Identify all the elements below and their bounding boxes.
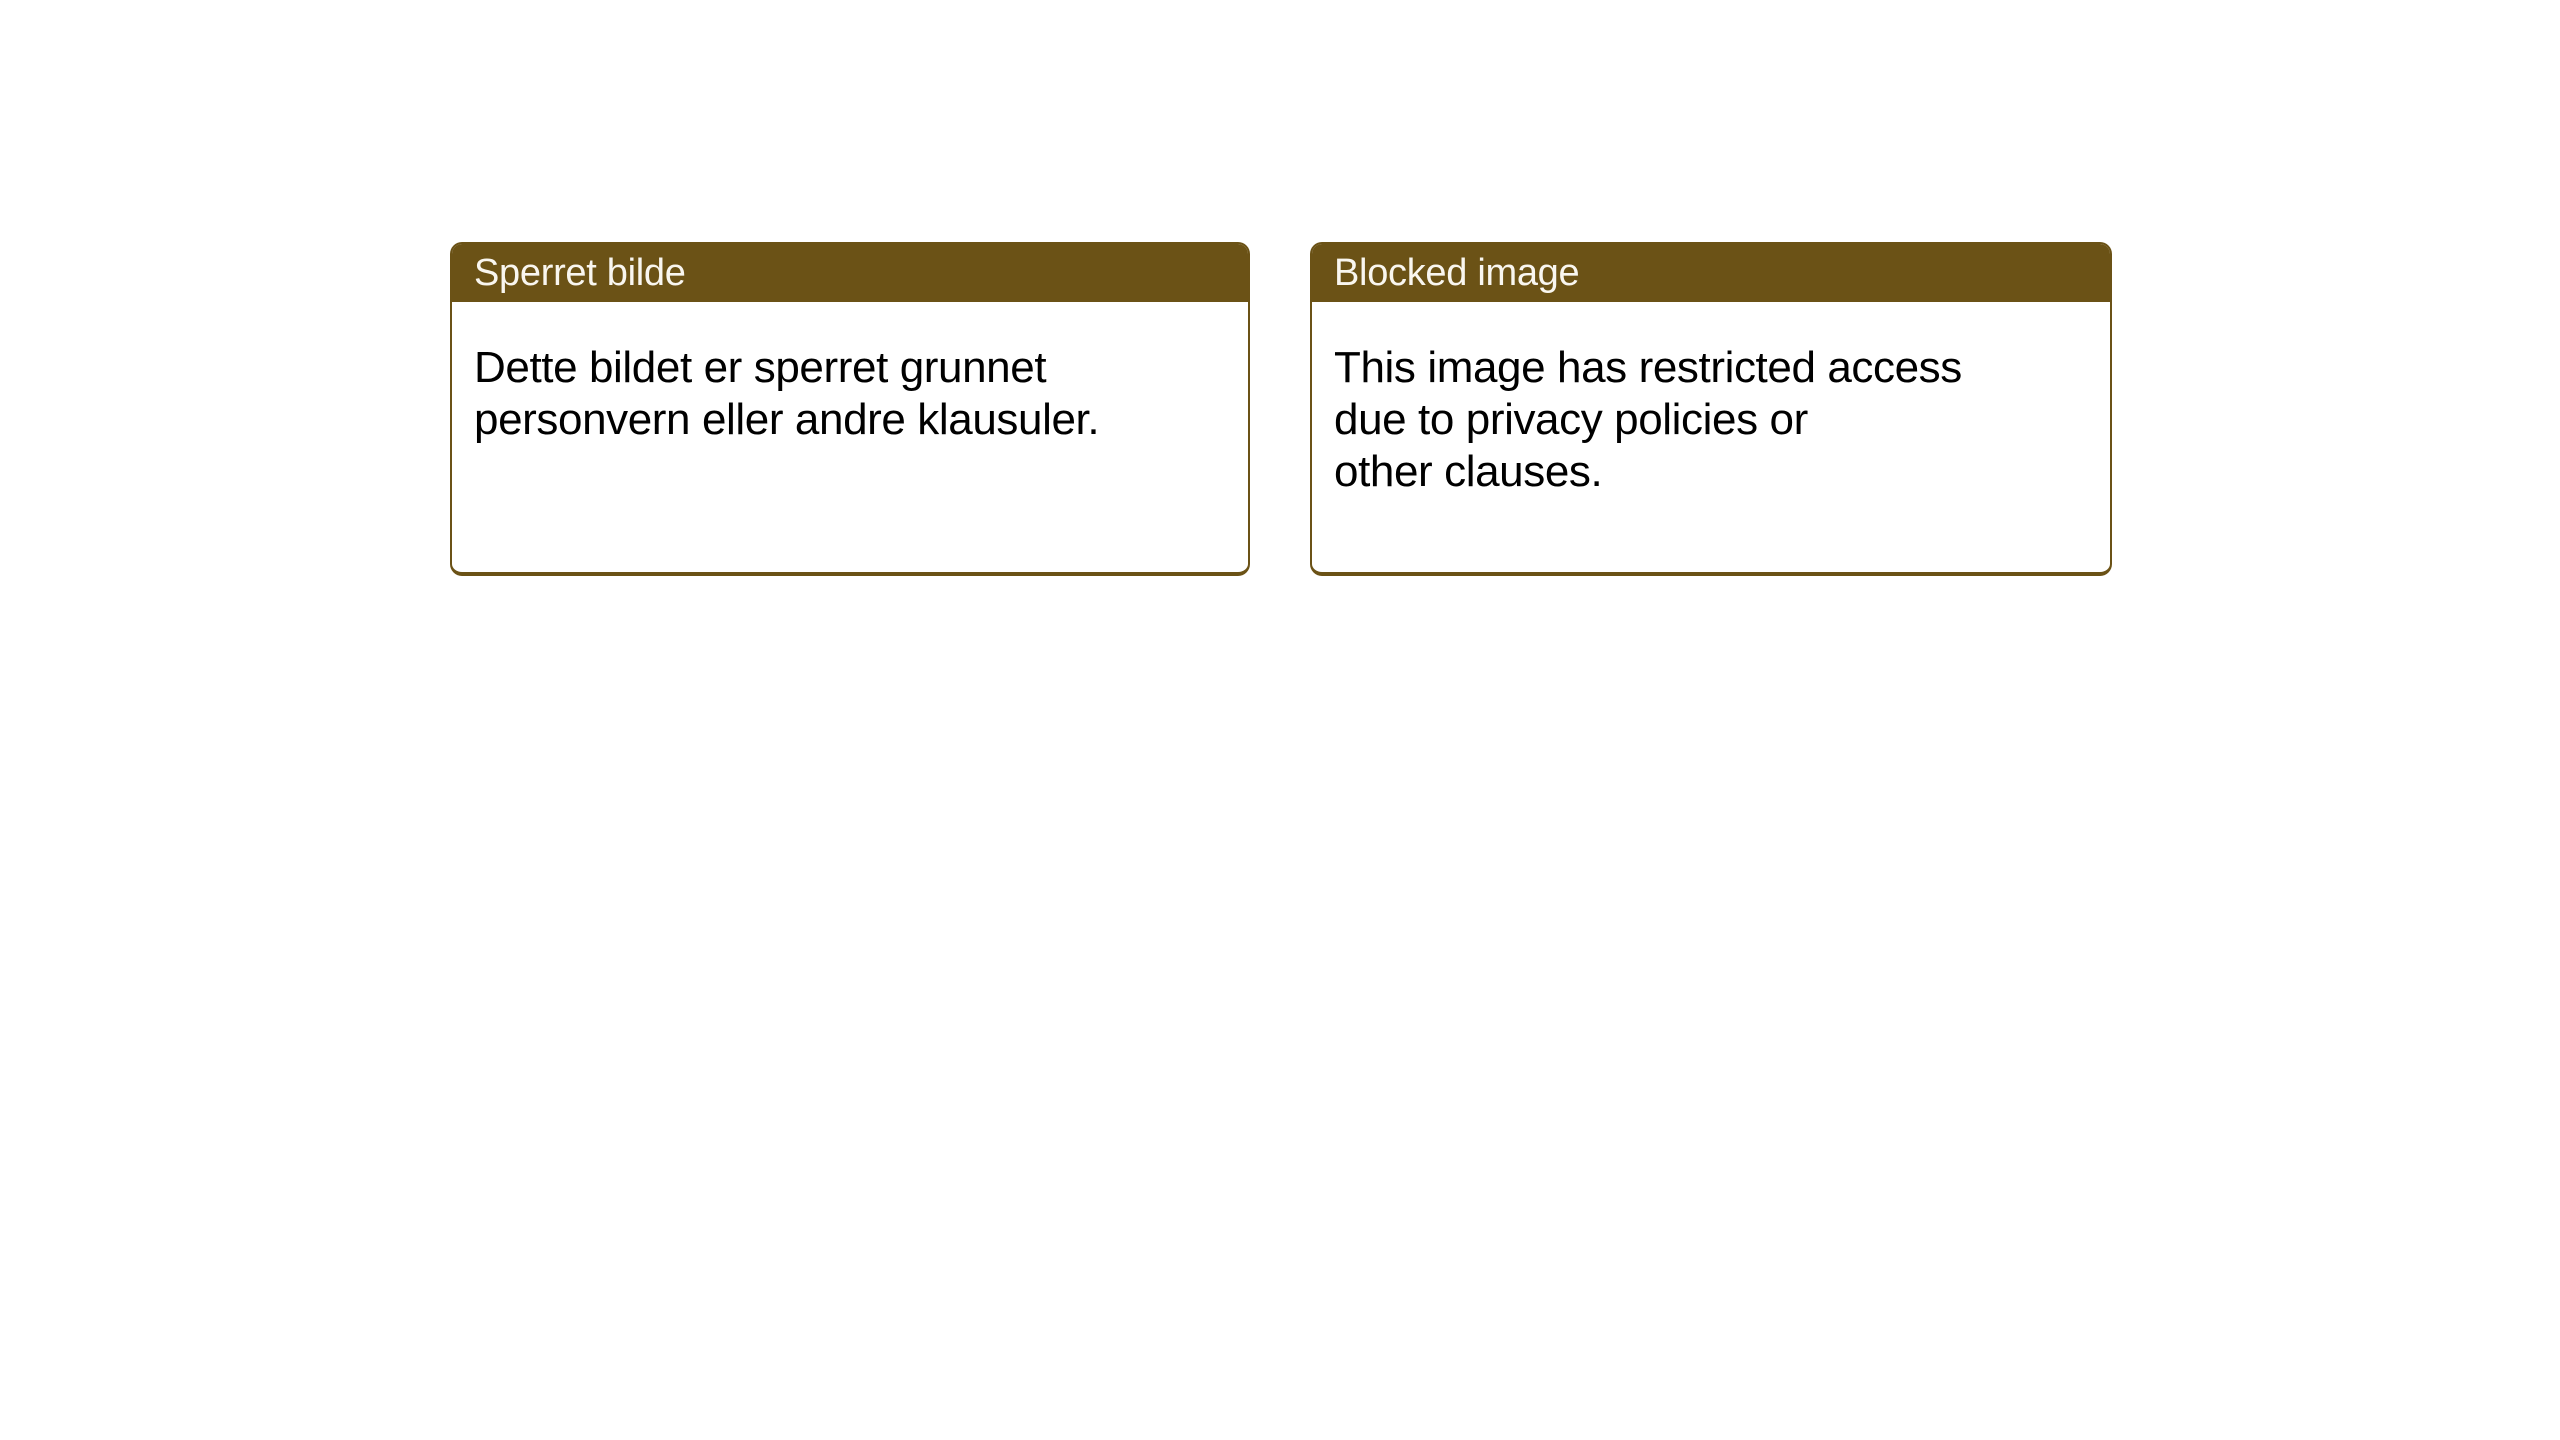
notice-title: Blocked image — [1334, 252, 1580, 294]
notice-body-line: This image has restricted access — [1334, 343, 1962, 392]
notice-body-line: due to privacy policies or — [1334, 395, 1808, 444]
notice-body-line: personvern eller andre klausuler. — [474, 395, 1100, 444]
notice-body — [1312, 302, 2110, 522]
notice-body-line: Dette bildet er sperret grunnet — [474, 343, 1047, 392]
notice-body-line: other clauses. — [1334, 447, 1603, 496]
blocked-image-notice-english — [1310, 242, 2112, 576]
notice-header — [452, 244, 1248, 302]
notice-title: Sperret bilde — [474, 252, 686, 294]
notice-body — [452, 302, 1248, 470]
blocked-image-notice-norwegian — [450, 242, 1250, 576]
notice-header — [1312, 244, 2110, 302]
